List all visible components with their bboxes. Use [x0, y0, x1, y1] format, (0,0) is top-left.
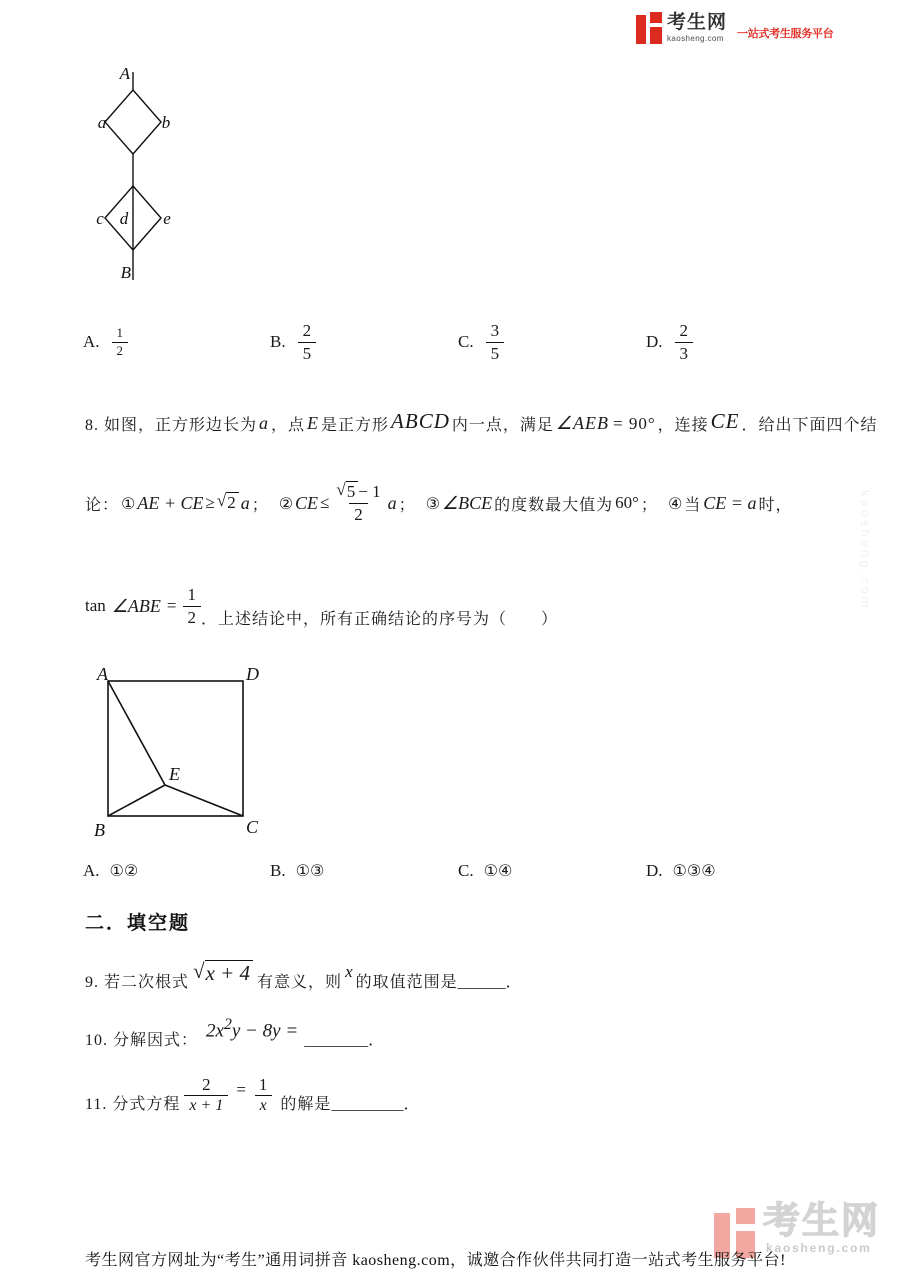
answer-blank: ______: [457, 974, 506, 991]
option-a: [83, 858, 138, 884]
angle-ABE: ∠ABE: [111, 595, 161, 616]
q8-text: ，点: [271, 417, 306, 434]
exponent: 2: [223, 1015, 232, 1033]
option-value: ①④: [483, 861, 513, 880]
var-CE: CE: [295, 492, 319, 513]
footer-text: 考生网官方网址为“考生”通用词拼音 kaosheng.com，诚邀合作伙伴共同打造一站式考生服务平台!: [85, 1252, 787, 1269]
minus-one: − 1: [358, 482, 381, 502]
sqrt-x-plus-4: [193, 960, 253, 986]
logo-block: [650, 27, 662, 44]
option-c: [458, 316, 504, 368]
fraction-denominator: 3: [675, 342, 694, 364]
expr-CE-eq-a: CE = a: [703, 492, 757, 513]
sqrt2-expression: [217, 492, 239, 513]
label-A: A: [97, 664, 108, 684]
fraction-numerator: 1: [258, 1074, 268, 1094]
equals-sign: =: [236, 1080, 246, 1099]
var-E: E: [307, 413, 320, 433]
brand-domain: kaosheng.com: [667, 34, 724, 43]
expression: [206, 1016, 298, 1042]
label-B: B: [94, 820, 105, 840]
fraction-denominator: x: [255, 1095, 272, 1116]
expr-part: 2x: [206, 1020, 224, 1041]
option-value: ①③: [295, 861, 325, 880]
var-a: a: [240, 492, 250, 513]
punct: ．: [403, 1096, 421, 1113]
fraction-denominator: 2: [349, 503, 368, 525]
logo-block: [650, 12, 662, 23]
var-a: a: [387, 492, 397, 513]
option-letter: B.: [270, 861, 286, 880]
segment-AE: [108, 681, 165, 785]
brand-name: 考生网: [667, 12, 728, 33]
logo-block: [636, 15, 646, 44]
label-E: E: [169, 764, 180, 784]
tan-label: tan: [85, 596, 106, 615]
var-a: a: [259, 413, 270, 433]
q8-text: 内一点，满足: [451, 417, 554, 434]
fraction: [112, 325, 129, 359]
q8-text: ，连接: [657, 417, 709, 434]
answer-blank: ________: [304, 1032, 369, 1049]
section-title: 二．填空题: [85, 913, 191, 934]
question-8-line3: [85, 580, 558, 632]
punct: ；: [251, 496, 269, 514]
answer-blank: _________: [331, 1096, 404, 1113]
fraction-denominator: 5: [298, 342, 317, 364]
q8-text: 时，: [758, 496, 793, 514]
fraction-denominator: 2: [112, 342, 129, 359]
equals-sign: =: [166, 596, 177, 615]
q8-text: ．给出下面四个结: [741, 417, 878, 434]
var-CE: CE: [710, 409, 740, 433]
fraction-numerator: 2: [679, 321, 689, 341]
side-watermark: kaosheng.com: [858, 490, 873, 611]
fraction-numerator: 1: [116, 325, 124, 341]
fraction-numerator: 2: [302, 321, 312, 341]
option-letter: D.: [646, 861, 663, 880]
logo-text: [667, 12, 727, 43]
option-value: ①②: [109, 861, 139, 880]
q8-text: 的度数最大值为: [494, 496, 614, 514]
tan-equation: [85, 580, 201, 632]
fraction: [298, 320, 317, 364]
circled-2: ②: [278, 493, 294, 513]
fraction-numerator: 1: [187, 585, 196, 605]
circled-1: ①: [121, 493, 136, 513]
square-outline: [108, 681, 243, 816]
fraction-numerator: 2: [202, 1074, 211, 1094]
label-a: a: [97, 113, 107, 132]
deg-60: 60°: [615, 493, 639, 512]
option-c: [458, 858, 512, 884]
sqrt5-expression: [336, 481, 358, 502]
fraction-half: [183, 584, 202, 628]
q9-text: 有意义，则: [257, 974, 343, 991]
option-letter: C.: [458, 861, 474, 880]
leq-sign: ≤: [320, 493, 330, 512]
q8-text: 是正方形: [321, 417, 390, 434]
question-10: [85, 1006, 385, 1052]
var-x: x: [345, 962, 353, 981]
site-logo: [636, 12, 833, 45]
option-d: [646, 316, 693, 368]
option-letter: A.: [83, 861, 100, 880]
brand-tagline: 一站式考生服务平台: [737, 28, 834, 40]
segment-EC: [165, 785, 243, 816]
label-D: D: [246, 664, 259, 684]
fraction-denominator: x + 1: [184, 1095, 228, 1116]
rhombus-upper: [105, 90, 161, 154]
option-a: [83, 316, 128, 368]
var-ABCD: ABCD: [391, 409, 450, 433]
fraction-sqrt5: [331, 481, 385, 525]
angle-BCE: ∠BCE: [441, 492, 493, 513]
angle-AEB: ∠AEB: [555, 413, 610, 433]
label-b: b: [161, 113, 171, 132]
radical-icon: √: [216, 491, 227, 511]
watermark-brand: 考生网: [763, 1200, 880, 1241]
label-B: B: [120, 263, 131, 282]
figure-rhombus-network: [93, 62, 173, 290]
punct: ；: [398, 496, 416, 514]
q8-text: 论：: [85, 496, 120, 514]
question-9: [85, 942, 523, 994]
question-8-line2: [85, 470, 792, 536]
option-letter: C.: [458, 332, 474, 351]
punct: ．: [505, 974, 523, 991]
figure-square-abcd: [90, 664, 270, 840]
q11-text: 11. 分式方程: [85, 1096, 181, 1113]
eq-90: = 90°: [613, 414, 656, 433]
question-11: [85, 1058, 420, 1116]
fraction: [486, 320, 505, 364]
kaosheng-logo-icon: [636, 12, 663, 45]
fraction-denominator: 2: [183, 606, 202, 628]
fraction-denominator: 5: [486, 342, 505, 364]
fraction-left: [184, 1074, 228, 1116]
label-e: e: [163, 209, 171, 228]
segment-BE: [108, 785, 165, 816]
expr-part: y − 8y =: [231, 1020, 299, 1041]
watermark-domain: kaosheng.com: [766, 1241, 872, 1255]
label-d: d: [119, 209, 129, 228]
expr-AE-CE: AE + CE: [137, 492, 204, 513]
label-c: c: [96, 209, 104, 228]
q9-text: 9. 若二次根式: [85, 974, 190, 991]
q11-text: 的解是: [280, 1096, 332, 1113]
option-letter: B.: [270, 332, 286, 351]
circled-3: ③: [425, 493, 440, 513]
option-b: [270, 316, 316, 368]
option-letter: D.: [646, 332, 663, 351]
circled-4: ④: [667, 493, 683, 513]
option-d: [646, 858, 716, 884]
q8-text: 当: [684, 496, 702, 514]
option-letter: A.: [83, 332, 100, 351]
question-8-line1: [85, 406, 878, 443]
option-value: ①③④: [672, 861, 716, 880]
radicand: x + 4: [205, 960, 254, 986]
fraction: [675, 320, 694, 364]
punct: ；: [640, 496, 658, 514]
q8-question-stem: ．上述结论中，所有正确结论的序号为（ ）: [201, 611, 559, 628]
radical-icon: √: [193, 958, 205, 983]
radical-icon: √: [336, 480, 346, 500]
logo-block: [736, 1208, 755, 1224]
radicand: 2: [226, 492, 239, 513]
fraction-numerator: [331, 481, 385, 502]
radicand: 5: [346, 481, 359, 502]
geq-sign: ≥: [205, 493, 215, 512]
label-A: A: [119, 64, 130, 83]
fraction-numerator: 3: [490, 321, 500, 341]
q10-text: 10. 分解因式：: [85, 1032, 199, 1049]
q8-text: 8. 如图，正方形边长为: [85, 417, 258, 434]
fraction-right: [254, 1074, 273, 1116]
label-C: C: [246, 817, 259, 837]
q9-text: 的取值范围是: [355, 974, 458, 991]
punct: ．: [368, 1032, 386, 1049]
option-b: [270, 858, 324, 884]
